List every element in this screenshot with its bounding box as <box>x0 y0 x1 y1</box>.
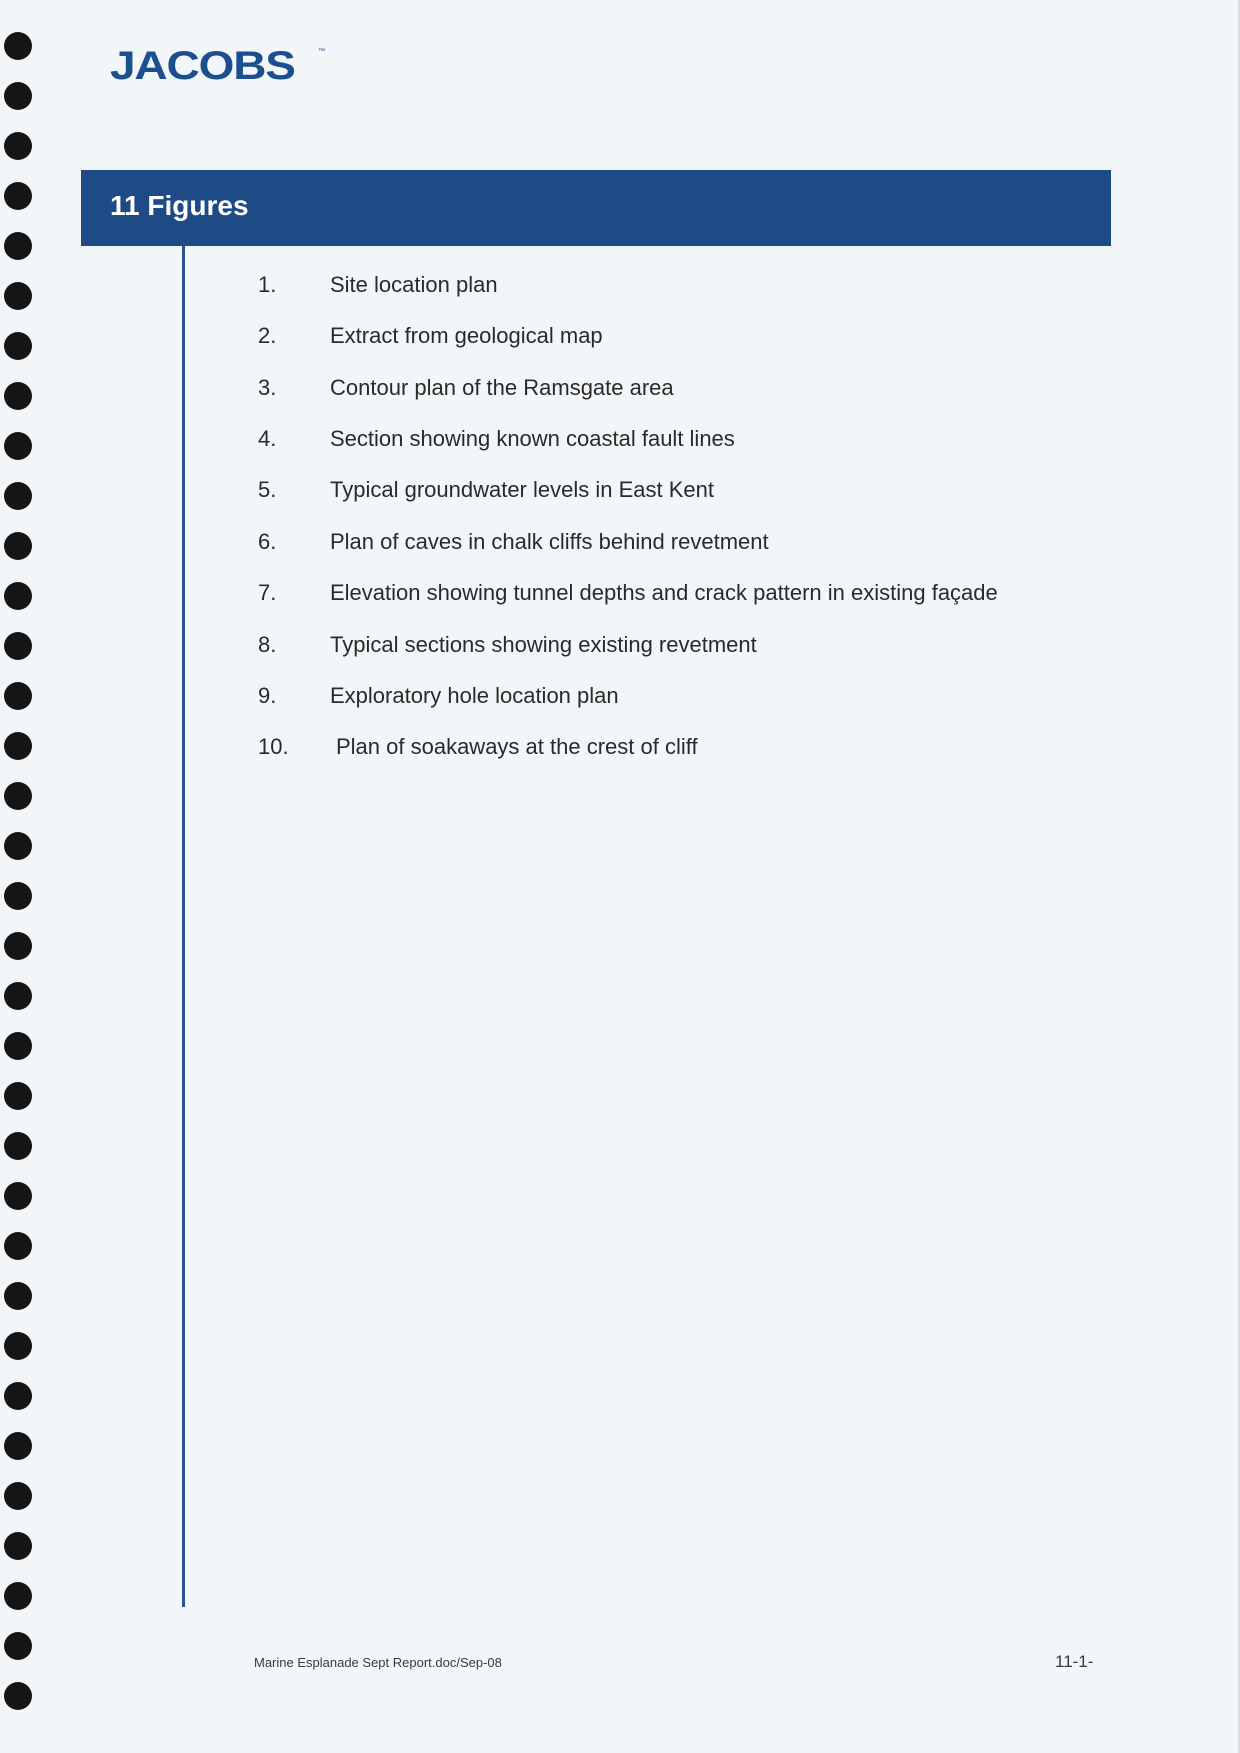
figure-number: 8. <box>258 632 277 657</box>
figure-number: 1. <box>258 272 277 297</box>
punch-hole <box>4 832 32 860</box>
figure-title: Elevation showing tunnel depths and crack pattern in existing façade <box>330 580 998 605</box>
punch-hole <box>4 632 32 660</box>
footer-page-number: 11-1- <box>1055 1652 1094 1671</box>
punch-hole <box>4 1232 32 1260</box>
figure-title: Extract from geological map <box>330 323 603 348</box>
company-logo: JACOBS <box>110 44 295 88</box>
section-title: 11 Figures <box>110 190 249 221</box>
punch-holes <box>4 0 34 1753</box>
punch-hole <box>4 1482 32 1510</box>
figure-number: 6. <box>258 529 277 554</box>
punch-hole <box>4 932 32 960</box>
margin-rule <box>182 246 185 1607</box>
punch-hole <box>4 582 32 610</box>
figure-number: 2. <box>258 323 277 348</box>
punch-hole <box>4 1132 32 1160</box>
punch-hole <box>4 682 32 710</box>
punch-hole <box>4 1382 32 1410</box>
punch-hole <box>4 1532 32 1560</box>
punch-hole <box>4 82 32 110</box>
figure-title: Section showing known coastal fault lines <box>330 426 735 451</box>
figure-title: Typical groundwater levels in East Kent <box>330 477 714 502</box>
figure-number: 5. <box>258 477 277 502</box>
punch-hole <box>4 1082 32 1110</box>
punch-hole <box>4 1632 32 1660</box>
punch-hole <box>4 32 32 60</box>
punch-hole <box>4 982 32 1010</box>
figure-number: 4. <box>258 426 277 451</box>
figure-title: Contour plan of the Ramsgate area <box>330 375 674 400</box>
punch-hole <box>4 1182 32 1210</box>
figure-title: Typical sections showing existing revetment <box>330 632 757 657</box>
punch-hole <box>4 282 32 310</box>
punch-hole <box>4 1582 32 1610</box>
punch-hole <box>4 382 32 410</box>
punch-hole <box>4 1682 32 1710</box>
punch-hole <box>4 782 32 810</box>
punch-hole <box>4 482 32 510</box>
footer-document-ref: Marine Esplanade Sept Report.doc/Sep-08 <box>254 1655 502 1670</box>
figure-number: 9. <box>258 683 277 708</box>
punch-hole <box>4 1282 32 1310</box>
punch-hole <box>4 532 32 560</box>
punch-hole <box>4 232 32 260</box>
punch-hole <box>4 332 32 360</box>
figure-number: 7. <box>258 580 277 605</box>
punch-hole <box>4 1032 32 1060</box>
logo-trademark: ™ <box>318 48 325 55</box>
punch-hole <box>4 732 32 760</box>
punch-hole <box>4 432 32 460</box>
figure-title: Plan of soakaways at the crest of cliff <box>336 734 698 759</box>
figure-number: 3. <box>258 375 277 400</box>
figure-title: Exploratory hole location plan <box>330 683 619 708</box>
figure-title: Site location plan <box>330 272 498 297</box>
figure-title: Plan of caves in chalk cliffs behind revetment <box>330 529 769 554</box>
figure-number: 10. <box>258 734 289 759</box>
punch-hole <box>4 1332 32 1360</box>
punch-hole <box>4 882 32 910</box>
punch-hole <box>4 1432 32 1460</box>
punch-hole <box>4 182 32 210</box>
punch-hole <box>4 132 32 160</box>
